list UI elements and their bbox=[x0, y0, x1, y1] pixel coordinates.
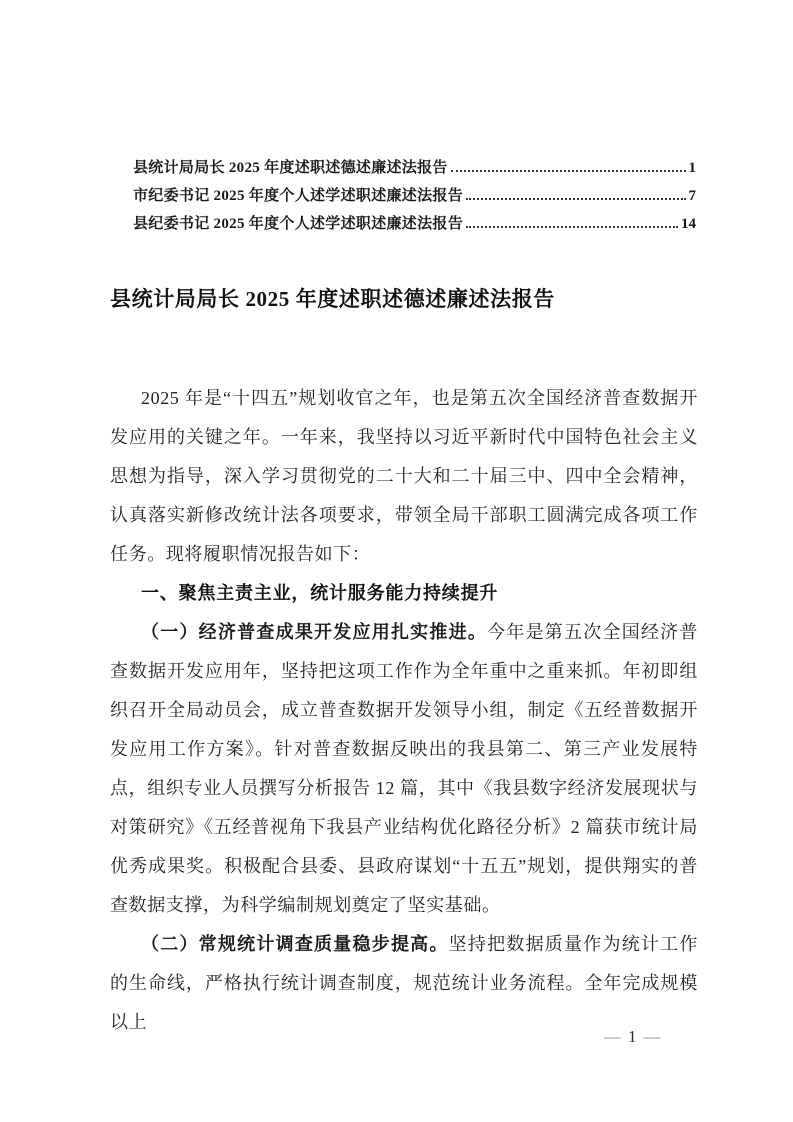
toc-entry-title: 县统计局局长 2025 年度述职述德述廉述法报告 bbox=[133, 160, 448, 176]
intro-paragraph: 2025 年是“十四五”规划收官之年，也是第五次全国经济普查数据开发应用的关键之年。一年来，我坚持以习近平新时代中国特色社会主义思想为指导，深入学习贯彻党的二十大和二十届三中、四中全会精神，认真落实新修改统计法各项要求，带领全局干部职工圆满完成各项工作任务。现将履职情况报告如下： bbox=[110, 388, 698, 564]
document-title: 县统计局局长 2025 年度述职述德述廉述法报告 bbox=[110, 287, 555, 311]
toc-leader-dots bbox=[466, 198, 685, 200]
section-heading-1: 一、聚焦主责主业，统计服务能力持续提升 bbox=[141, 583, 499, 603]
document-body bbox=[110, 379, 698, 1042]
toc-page-number: 7 bbox=[688, 188, 696, 204]
paragraph-1-lead: （一）经济普查成果开发应用扎实推进。 bbox=[141, 622, 488, 642]
toc-leader-dots bbox=[451, 170, 686, 172]
toc-entry[interactable] bbox=[133, 182, 696, 210]
toc-entry[interactable] bbox=[133, 210, 696, 238]
paragraph-1 bbox=[110, 613, 698, 925]
toc-entry-title: 市纪委书记 2025 年度个人述学述职述廉述法报告 bbox=[133, 188, 464, 204]
toc-page-number: 14 bbox=[681, 216, 696, 232]
paragraph-2-lead: （二）常规统计调查质量稳步提高。 bbox=[141, 934, 449, 954]
toc-page-number: 1 bbox=[688, 160, 696, 176]
footer-dash-left: — bbox=[604, 1027, 621, 1046]
toc-leader-dots bbox=[466, 226, 678, 228]
paragraph-1-text: 今年是第五次全国经济普查数据开发应用年，坚持把这项工作作为全年重中之重来抓。年初即组织召开全局动员会，成立普查数据开发领导小组，制定《五经普数据开发应用工作方案》。针对普查数据反映出的我县第二、第三产业发展特点，组织专业人员撰写分析报告 12 篇，其中《我县数字经济发展现状与对策研究》《五经普视角下我县产业结构优化路径分析》2 篇获市统计局优秀成果奖。积极配合县委、县政府谋划“十五五”规划，提供翔实的普查数据支撑，为科学编制规划奠定了坚实基础。 bbox=[110, 622, 698, 915]
toc-entry-title: 县纪委书记 2025 年度个人述学述职述廉述法报告 bbox=[133, 216, 464, 232]
page-footer bbox=[597, 1027, 668, 1047]
toc-entry[interactable] bbox=[133, 154, 696, 182]
table-of-contents bbox=[133, 154, 696, 238]
paragraph-2 bbox=[110, 925, 698, 1042]
footer-page-number: 1 bbox=[628, 1027, 637, 1046]
footer-dash-right: — bbox=[643, 1027, 661, 1046]
paragraph-2-text: 坚持把数据质量作为统计工作的生命线，严格执行统计调查制度，规范统计业务流程。全年完成规模以上 bbox=[110, 934, 698, 1032]
